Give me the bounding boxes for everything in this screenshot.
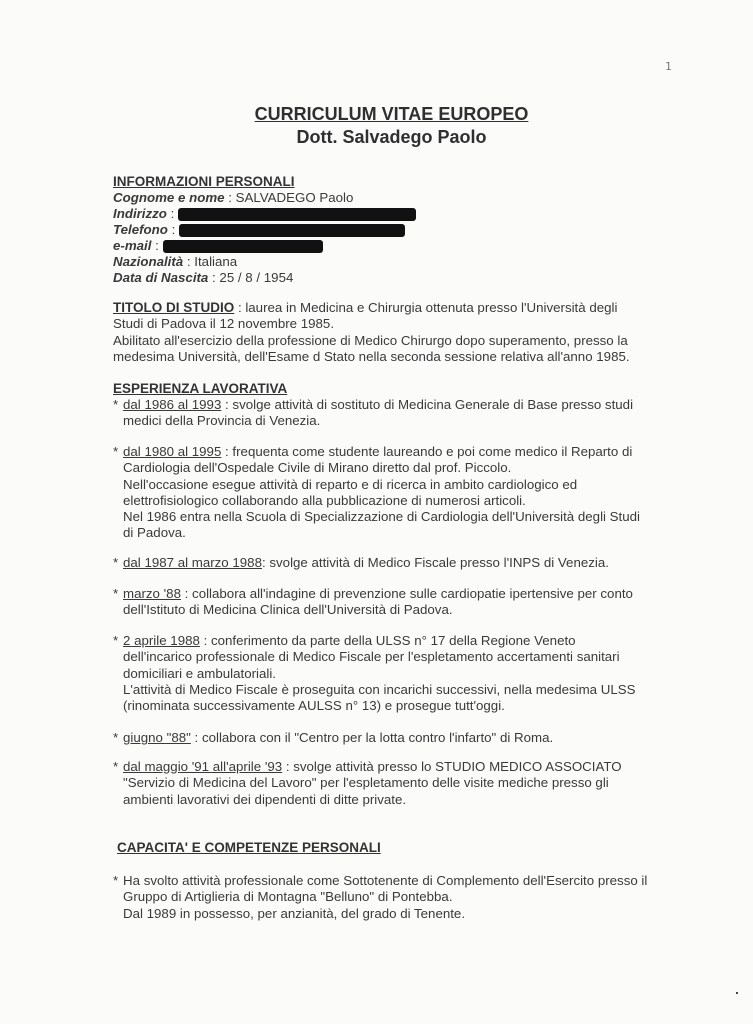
experience-item: * dal maggio '91 all'aprile '93 : svolge attività presso lo STUDIO MEDICO ASSOCIATO "Servizio di Medicina del Lavoro" per l'espletamento delle visite mediche presso gli ambienti lavorativi dei dipendenti di ditte private.: [113, 759, 622, 807]
experience-item: * dal 1980 al 1995 : frequenta come studente laureando e poi come medico il Reparto di Cardiologia dell'Ospedale Civile di Mirano diretto dal prof. Piccolo. Nell'occasione esegue attività di reparto e di ricerca in ambito cardiologico ed elettrofisiologico collaborando alla pubblicazione di numerosi articoli. Nel 1986 entra nella Scuola di Specializzazione di Cardiologia dell'Università degli Studi di Padova.: [113, 444, 640, 541]
experience-date: 2 aprile 1988: [123, 633, 200, 648]
birth-value: : 25 / 8 / 1954: [208, 270, 294, 285]
education-block: TITOLO DI STUDIO : laurea in Medicina e Chirurgia ottenuta presso l'Università degli Studi di Padova il 12 novembre 1985. Abilitato all'esercizio della professione di Medico Chirurgo dopo superamento, presso la medesima Università, dell'Esame d Stato nella seconda sessione relativa all'anno 1985.: [113, 300, 630, 364]
nationality-row: [113, 254, 237, 270]
phone-label: Telefono: [113, 222, 168, 237]
skills-item: * Ha svolto attività professionale come Sottotenente di Complemento dell'Esercito presso il Gruppo di Artiglieria di Montagna "Belluno" di Pontebba. Dal 1989 in possesso, per anzianità, del grado di Tenente.: [113, 873, 648, 921]
experience-date: dal 1980 al 1995: [123, 444, 222, 459]
address-redaction: [178, 208, 416, 221]
document-subtitle: Dott. Salvadego Paolo: [296, 127, 487, 147]
experience-item: * giugno "88" : collabora con il "Centro per la lotta contro l'infarto" di Roma.: [113, 730, 554, 745]
phone-redaction: [179, 224, 405, 237]
skills-heading: CAPACITA' E COMPETENZE PERSONALI: [117, 840, 381, 855]
email-row: e-mail :: [113, 238, 323, 254]
address-row: Indirizzo :: [113, 206, 416, 222]
nationality-label: Nazionalità: [113, 254, 184, 269]
experience-date: marzo '88: [123, 586, 181, 601]
name-value: : SALVADEGO Paolo: [224, 190, 354, 205]
experience-date: dal 1986 al 1993: [123, 397, 222, 412]
phone-row: Telefono :: [113, 222, 405, 238]
name-row: [113, 190, 353, 206]
experience-item: * marzo '88 : collabora all'indagine di prevenzione sulle cardiopatie ipertensive per conto dell'Istituto di Medicina Clinica dell'Università di Padova.: [113, 586, 633, 618]
experience-heading: ESPERIENZA LAVORATIVA: [113, 381, 288, 396]
email-label: e-mail: [113, 238, 152, 253]
nationality-value: : Italiana: [183, 254, 238, 269]
name-label: Cognome e nome: [113, 190, 225, 205]
birth-row: [113, 270, 293, 286]
scan-speck: [736, 992, 738, 994]
experience-date: dal maggio '91 all'aprile '93: [123, 759, 283, 774]
experience-item: * dal 1986 al 1993 : svolge attività di sostituto di Medicina Generale di Base presso studi medici della Provincia di Venezia.: [113, 397, 634, 429]
address-label: Indirizzo: [113, 206, 167, 221]
document-title: CURRICULUM VITAE EUROPEO: [254, 104, 529, 124]
birth-label: Data di Nascita: [113, 270, 209, 285]
education-heading: TITOLO DI STUDIO: [113, 300, 235, 315]
email-redaction: [163, 240, 323, 253]
experience-date: dal 1987 al marzo 1988: [123, 555, 262, 570]
experience-item: * 2 aprile 1988 : conferimento da parte della ULSS n° 17 della Regione Veneto dell'incarico professionale di Medico Fiscale per l'espletamento accertamenti sanitari domiciliari e ambulatoriali. L'attività di Medico Fiscale è proseguita con incarichi successivi, nella medesima ULSS (rinominata successivamente AULSS n° 13) e prosegue tutt'oggi.: [113, 633, 636, 714]
page-number: 1: [665, 60, 672, 73]
experience-item: * dal 1987 al marzo 1988: svolge attività di Medico Fiscale presso l'INPS di Venezia.: [113, 555, 609, 570]
experience-date: giugno "88": [123, 730, 191, 745]
personal-info-heading: INFORMAZIONI PERSONALI: [113, 174, 295, 189]
